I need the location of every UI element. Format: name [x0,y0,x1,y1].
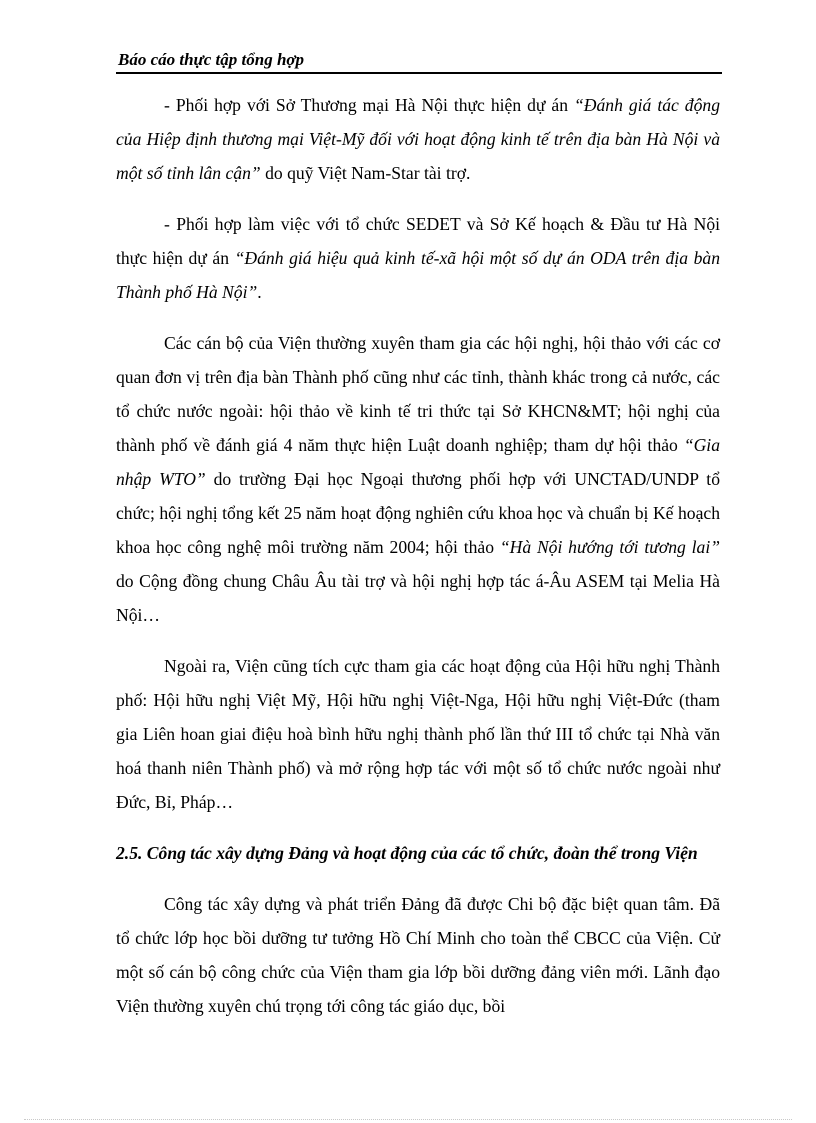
paragraph [116,887,720,1023]
section-heading: 2.5. Công tác xây dựng Đảng và hoạt động của các tổ chức, đoàn thể trong Viện [116,843,698,863]
event-title: “Hà Nội hướng tới tương lai” [499,537,720,557]
paragraph [116,207,720,309]
text-run: Ngoài ra, Viện cũng tích cực tham gia các hoạt động của Hội hữu nghị Thành phố: Hội hữu nghị Việt Mỹ, Hội hữu nghị Việt-Nga, Hội hữu nghị Việt-Đức (tham gia Liên hoan giai điệu hoà bình hữu nghị thành phố lần thứ III tổ chức tại Nhà văn hoá thanh niên Thành phố) và mở rộng hợp tác với một số tổ chức nước ngoài như Đức, Bỉ, Pháp… [116,656,720,812]
paragraph [116,326,720,632]
page-bottom-divider [24,1119,792,1120]
text-run: - Phối hợp với Sở Thương mại Hà Nội thực hiện dự án [164,95,575,115]
text-run: do Cộng đồng chung Châu Âu tài trợ và hội nghị hợp tác á-Âu ASEM tại Melia Hà Nội… [116,571,720,625]
text-run: - Phối hợp làm việc với tổ chức SEDET và Sở Kế hoạch & Đầu tư Hà Nội thực hiện dự án [116,214,720,268]
project-title: “Đánh giá tác động của Hiệp định thương mại Việt-Mỹ đối với hoạt động kinh tế trên địa bàn Hà Nội và một số tỉnh lân cận” [116,95,720,183]
text-run: Công tác xây dựng và phát triển Đảng đã được Chi bộ đặc biệt quan tâm. Đã tổ chức lớp học bồi dưỡng tư tưởng Hồ Chí Minh cho toàn thể CBCC của Viện. Cử một số cán bộ công chức của Viện tham gia lớp bồi dưỡng đảng viên mới. Lãnh đạo Viện thường xuyên chú trọng tới công tác giáo dục, bồi [116,894,720,1016]
text-run: do trường Đại học Ngoại thương phối hợp với UNCTAD/UNDP tổ chức; hội nghị tổng kết 25 năm hoạt động nghiên cứu khoa học và chuẩn bị Kế hoạch khoa học công nghệ môi trường năm 2004; hội thảo [116,469,720,557]
project-title: “Đánh giá hiệu quả kinh tế-xã hội một số dự án ODA trên địa bàn Thành phố Hà Nội” [116,248,720,302]
text-run: . [257,282,262,302]
event-title: “Gia nhập WTO” [116,435,720,489]
text-run: Các cán bộ của Viện thường xuyên tham gia các hội nghị, hội thảo với các cơ quan đơn vị trên địa bàn Thành phố cũng như các tỉnh, thành khác trong cả nước, các tổ chức nước ngoài: hội thảo về kinh tế tri thức tại Sở KHCN&MT; hội nghị của thành phố về đánh giá 4 năm thực hiện Luật doanh nghiệp; tham dự hội thảo [116,333,720,455]
document-body [116,88,720,1040]
page-header [116,50,722,74]
report-title: Báo cáo thực tập tổng hợp [118,50,305,69]
text-run: do quỹ Việt Nam-Star tài trợ. [260,163,471,183]
paragraph [116,88,720,190]
paragraph [116,649,720,819]
